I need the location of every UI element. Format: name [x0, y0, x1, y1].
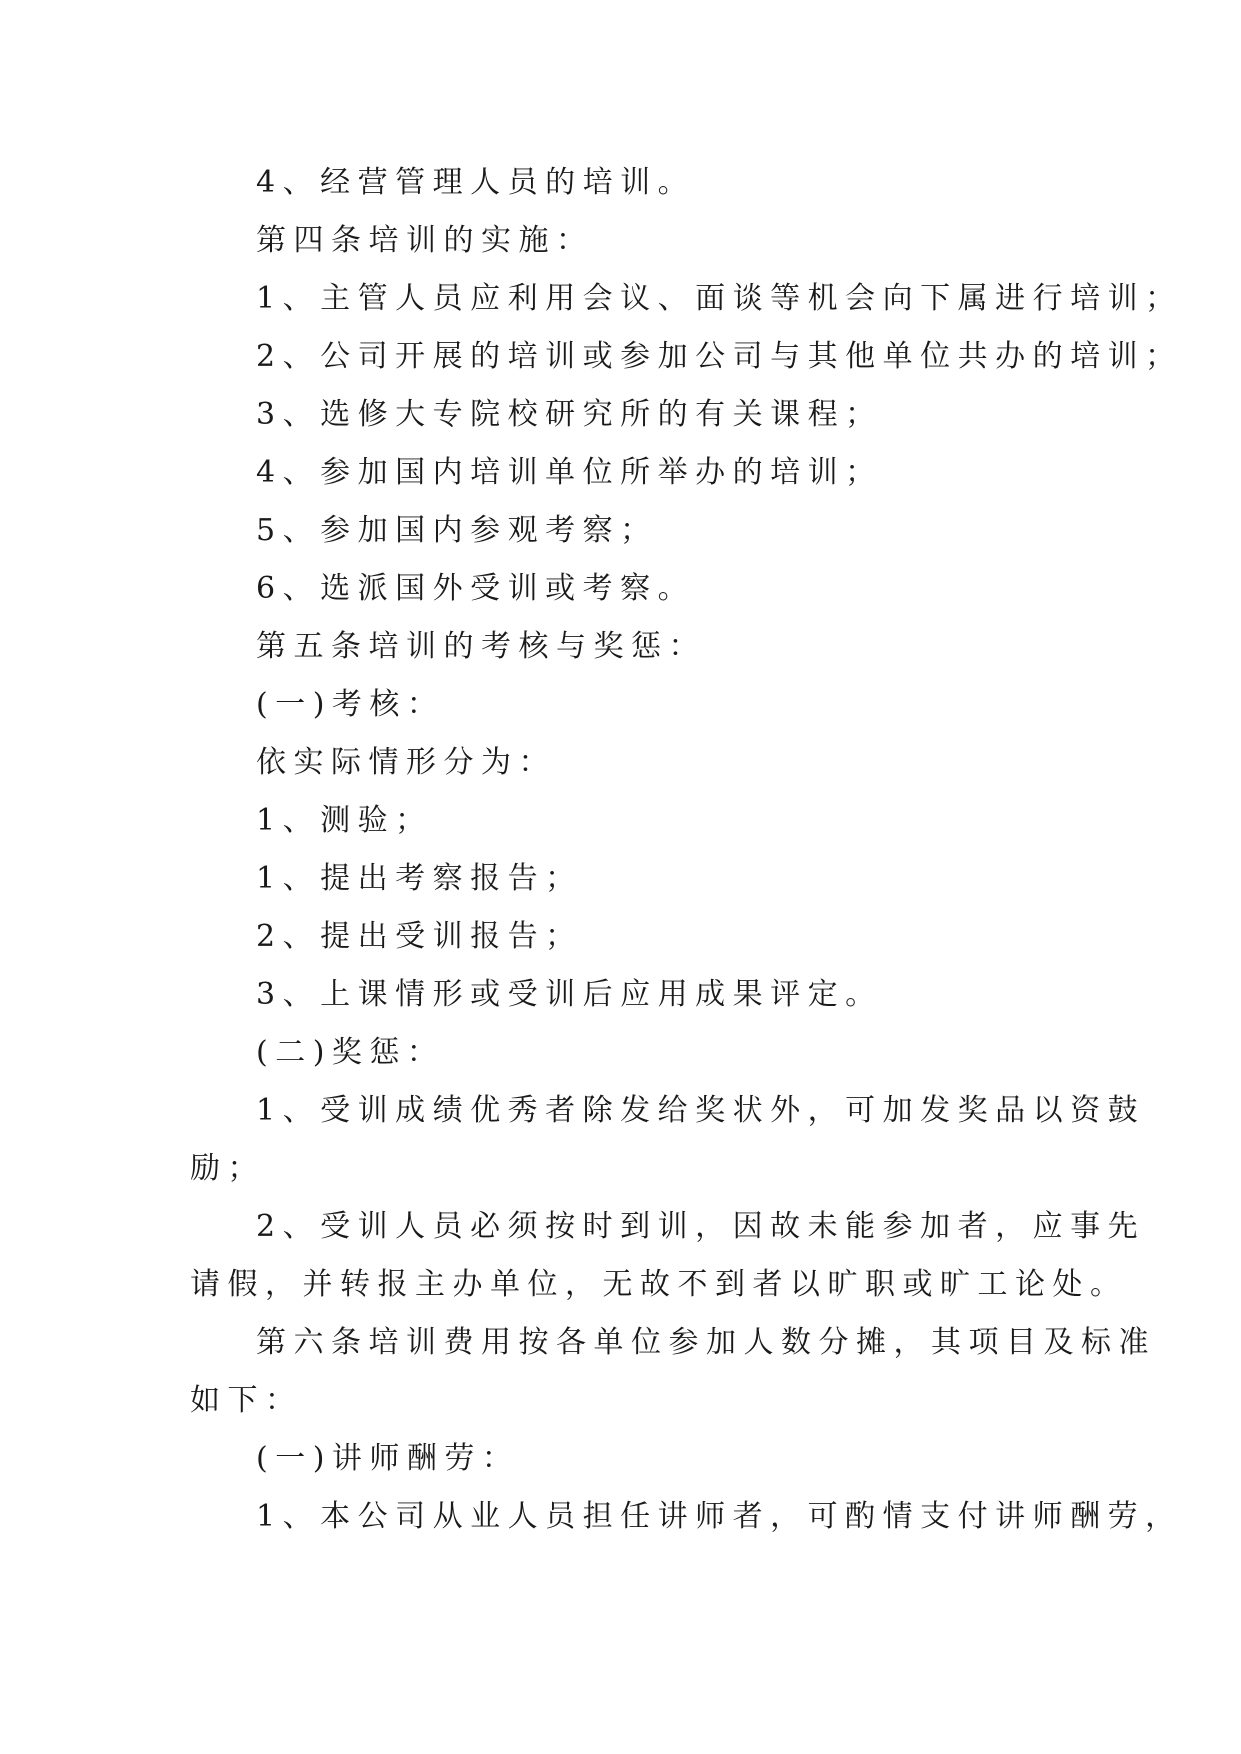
text-line: 5、参加国内参观考察； — [256, 513, 658, 548]
text-line: 如下： — [190, 1383, 303, 1418]
text-line: 3、选修大专院校研究所的有关课程； — [256, 397, 883, 432]
text-line: 1、受训成绩优秀者除发给奖状外，可加发奖品以资鼓 — [256, 1093, 1146, 1128]
text-line: 6、选派国外受训或考察。 — [256, 571, 696, 606]
text-line: 2、受训人员必须按时到训，因故未能参加者，应事先 — [256, 1209, 1146, 1244]
text-line: 1、测验； — [256, 803, 433, 838]
text-line: 1、本公司从业人员担任讲师者，可酌情支付讲师酬劳， — [256, 1499, 1183, 1534]
text-line: 4、参加国内培训单位所举办的培训； — [256, 455, 883, 490]
text-line: 依实际情形分为： — [256, 745, 556, 780]
text-line: 3、上课情形或受训后应用成果评定。 — [256, 977, 883, 1012]
text-line: 1、主管人员应利用会议、面谈等机会向下属进行培训； — [256, 281, 1183, 316]
text-line: 2、提出受训报告； — [256, 919, 583, 954]
text-line: 请假，并转报主办单位，无故不到者以旷职或旷工论处。 — [190, 1267, 1128, 1302]
subsection-heading: (二)奖惩： — [256, 1035, 445, 1070]
section-heading: 第五条培训的考核与奖惩： — [256, 629, 706, 664]
text-line: 1、提出考察报告； — [256, 861, 583, 896]
text-line: 励； — [190, 1151, 265, 1186]
subsection-heading: (一)考核： — [256, 687, 445, 722]
section-heading: 第六条培训费用按各单位参加人数分摊，其项目及标准 — [256, 1325, 1156, 1360]
text-line: 2、公司开展的培训或参加公司与其他单位共办的培训； — [256, 339, 1183, 374]
subsection-heading: (一)讲师酬劳： — [256, 1441, 520, 1476]
text-line: 4、经营管理人员的培训。 — [256, 165, 696, 200]
section-heading: 第四条培训的实施： — [256, 223, 594, 258]
